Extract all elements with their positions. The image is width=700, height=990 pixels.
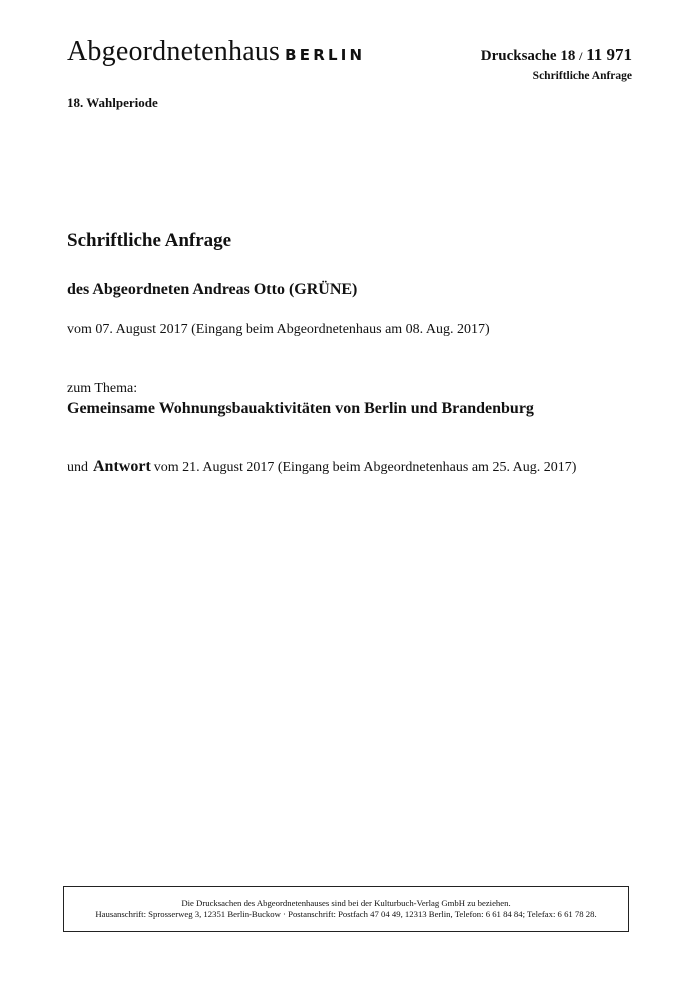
drucksache-separator: /: [579, 49, 583, 63]
logo-city: BERLIN: [285, 46, 366, 64]
footer-line-1: Die Drucksachen des Abgeordnetenhauses sind bei der Kulturbuch-Verlag GmbH zu beziehen.: [181, 898, 511, 908]
logo: [67, 36, 365, 68]
date-line: vom 07. August 2017 (Eingang beim Abgeordnetenhaus am 08. Aug. 2017): [67, 322, 490, 337]
topic-label: zum Thema:: [67, 381, 138, 396]
wahlperiode: 18. Wahlperiode: [67, 95, 158, 110]
footer-line-2: Hausanschrift: Sprosserweg 3, 12351 Berlin-Buckow · Postanschrift: Postfach 47 04 49, 12313 Berlin, Telefon: 6 61 84 84; Telefax: 6 61 78 28.: [95, 909, 597, 919]
drucksache-label: Drucksache 18: [480, 48, 576, 64]
logo-word: Abgeordnetenhaus: [67, 36, 281, 67]
document-type: Schriftliche Anfrage: [532, 70, 632, 82]
topic-title: Gemeinsame Wohnungsbauaktivitäten von Berlin und Brandenburg: [67, 400, 534, 417]
drucksache-number: 11 971: [586, 45, 632, 64]
footer-box: [63, 886, 629, 932]
answer-rest: vom 21. August 2017 (Eingang beim Abgeordnetenhaus am 25. Aug. 2017): [153, 460, 577, 475]
answer-prefix: und: [67, 460, 88, 475]
drucksache-line: [481, 45, 632, 65]
document-title: Schriftliche Anfrage: [67, 230, 232, 251]
answer-word: Antwort: [93, 458, 151, 475]
drucksache-block: [481, 45, 632, 82]
author-line: des Abgeordneten Andreas Otto (GRÜNE): [67, 281, 358, 298]
answer-line: [67, 458, 576, 476]
